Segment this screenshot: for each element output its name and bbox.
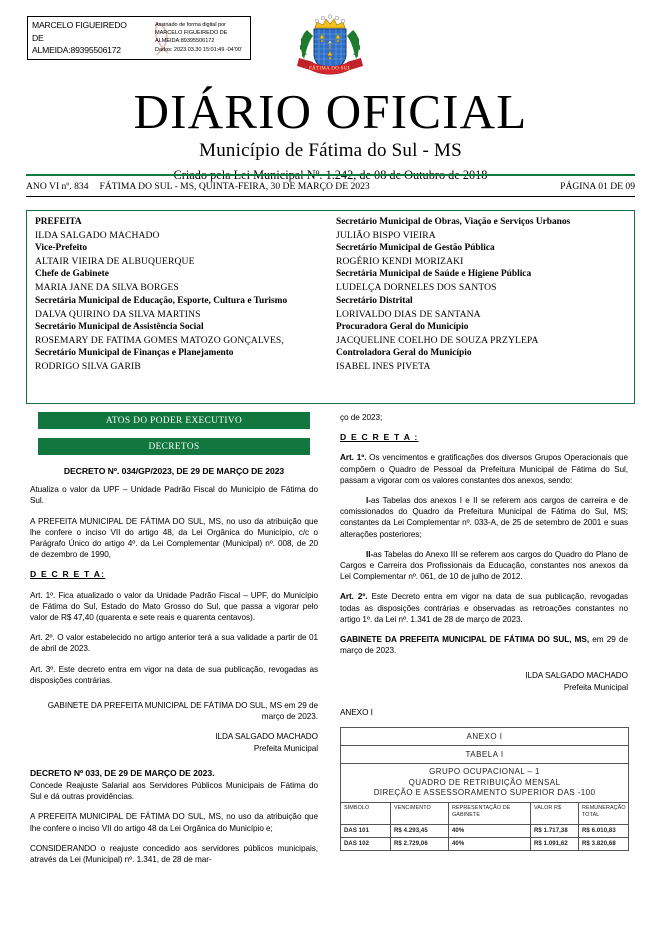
official-role: Secretário Municipal de Obras, Viação e Serviços Urbanos bbox=[336, 217, 571, 227]
annex-group-line-1: GRUPO OCUPACIONAL – 1 bbox=[429, 767, 540, 777]
annex-cell: R$ 6.010,83 bbox=[579, 824, 629, 837]
decree-033-considerando: CONSIDERANDO o reajuste concedido aos servidores públicos municipais, através da Lei (Municipal) nº. 1.341, de 28 de mar- bbox=[30, 843, 318, 865]
annex-group-block bbox=[341, 764, 629, 803]
official-role: PREFEITA bbox=[35, 217, 82, 227]
signature-detail-line-3: ALMEIDA:89395506172 bbox=[155, 38, 215, 45]
official-role: Vice-Prefeito bbox=[35, 243, 88, 254]
decree-033-decreta-label: D E C R E T A : bbox=[340, 432, 419, 443]
article-2-marker: Art. 2º. bbox=[340, 592, 368, 602]
annex-cell: R$ 2.729,06 bbox=[391, 837, 449, 850]
digital-signature-stamp bbox=[27, 16, 251, 60]
decree-033-signer-title: Prefeita Municipal bbox=[563, 682, 628, 692]
gabinete-rest: em 29 de março de 2023. bbox=[340, 635, 628, 656]
decree-033-summary: Concede Reajuste Salarial aos Servidores Públicos Municipais de Fátima do Sul e dá outras providências. bbox=[30, 781, 318, 802]
content-column-left bbox=[30, 412, 318, 874]
decree-034-article-2: Art. 2º. O valor estabelecido no artigo anterior terá a sua validade a partir de 01 de abril de 2023. bbox=[30, 633, 318, 654]
official-role: Chefe de Gabinete bbox=[35, 269, 109, 280]
official-name: ILDA SALGADO MACHADO bbox=[35, 230, 160, 242]
official-name: JULIÃO BISPO VIEIRA bbox=[336, 230, 436, 242]
annex-header-cell: REPRESENTAÇÃO DE GABINETE bbox=[449, 802, 531, 824]
signature-name-line-2: DE bbox=[32, 32, 44, 43]
official-role: Secretário Distrital bbox=[336, 295, 413, 306]
gabinete-bold: GABINETE DA PREFEITA MUNICIPAL DE FÁTIMA DO SUL, MS, bbox=[340, 635, 590, 645]
issue-year: ANO VI nº. 834 bbox=[26, 181, 89, 192]
header-divider-black bbox=[26, 196, 635, 197]
annex-header-cell: VENCIMENTO bbox=[391, 802, 449, 824]
signature-detail-line-2: MARCELO FIGUEIREDO DE bbox=[155, 30, 228, 37]
signature-detail-line-1: Assinado de forma digital por bbox=[155, 22, 226, 28]
annex-group-line-3: DIREÇÃO E ASSESSORAMENTO SUPERIOR DAS -100 bbox=[373, 788, 596, 798]
official-name: ISABEL INES PIVETA bbox=[336, 361, 431, 373]
article-1-marker: Art. 1º. bbox=[340, 453, 367, 463]
annex-header-cell: VALOR R$ bbox=[531, 802, 579, 824]
anexo-label: ANEXO I bbox=[340, 707, 373, 717]
annex-header-row bbox=[341, 802, 629, 824]
official-name: DALVA QUIRINO DA SILVA MARTINS bbox=[35, 308, 201, 320]
annex-cell: R$ 3.820,68 bbox=[579, 837, 629, 850]
annex-cell: DAS 101 bbox=[341, 824, 391, 837]
officials-box bbox=[26, 210, 635, 404]
annex-title-2: TABELA I bbox=[341, 746, 629, 764]
officials-column-left bbox=[27, 211, 326, 403]
masthead-subtitle: Município de Fátima do Sul - MS bbox=[199, 140, 462, 161]
decree-033-continuation: ço de 2023; bbox=[340, 413, 383, 422]
decree-034-signer-name: ILDA SALGADO MACHADO bbox=[215, 732, 318, 742]
masthead bbox=[0, 86, 661, 183]
decree-033-gabinete bbox=[340, 634, 628, 656]
annex-cell: 40% bbox=[449, 824, 531, 837]
annex-table bbox=[340, 727, 629, 851]
header-divider-green bbox=[26, 174, 635, 176]
annex-title-row-1 bbox=[341, 728, 629, 746]
annex-header-cell: REMUNERAÇÃO TOTAL bbox=[579, 802, 629, 824]
official-role: Procuradora Geral do Município bbox=[336, 321, 469, 332]
official-role: Secretária Municipal de Saúde e Higiene Pública bbox=[336, 269, 532, 280]
annex-group-line-2: QUADRO DE RETRIBUIÇÃO MENSAL bbox=[408, 777, 561, 787]
section-banner-decretos: DECRETOS bbox=[38, 438, 310, 455]
official-name: ALTAIR VIEIRA DE ALBUQUERQUE bbox=[35, 256, 195, 268]
content-column-right bbox=[340, 412, 628, 851]
official-role: Secretário Municipal de Assistência Social bbox=[35, 321, 204, 332]
page-title: DIÁRIO OFICIAL bbox=[133, 84, 528, 139]
official-role: Secretário Municipal de Finanças e Planejamento bbox=[35, 347, 234, 358]
item-2-marker: II- bbox=[366, 549, 374, 559]
decree-033-article-1 bbox=[340, 452, 628, 486]
official-name: LUDELÇA DORNELES DOS SANTOS bbox=[336, 282, 497, 294]
annex-group-row bbox=[341, 764, 629, 803]
article-2-text: Este Decreto entra em vigor na data de sua publicação, revogadas todas as disposições contrárias e observadas as retroações constantes no artigo 1º. da Lei nº. 1.341 de 28 de março de 2023. bbox=[340, 592, 628, 624]
signature-detail-block bbox=[152, 17, 250, 59]
signature-name-block bbox=[28, 17, 152, 59]
table-row bbox=[341, 837, 629, 850]
annex-title-row-2 bbox=[341, 746, 629, 764]
annex-title-1: ANEXO I bbox=[341, 728, 629, 746]
decree-034-signer-title: Prefeita Municipal bbox=[253, 743, 318, 753]
decree-034-title: DECRETO Nº. 034/GP/2023, DE 29 DE MARÇO DE 2023 bbox=[63, 466, 285, 476]
svg-text:FÁTIMA DO SUL: FÁTIMA DO SUL bbox=[309, 66, 351, 72]
item-2-text: as Tabelas do Anexo III se referem aos cargos do Quadro do Plano de Cargos e Carreira dos Profissionais da Educação, constantes nos anexos da Lei Complementar nº. 061, de 10 de julho de 2012. bbox=[340, 549, 628, 582]
decree-034-decreta-label: D E C R E T A: bbox=[30, 569, 106, 580]
decree-034-article-3: Art. 3º. Este decreto entra em vigor na data de sua publicação, revogadas as disposições contrárias. bbox=[30, 664, 318, 685]
issue-page-number: PÁGINA 01 DE 09 bbox=[560, 181, 635, 192]
decree-033-title: DECRETO Nº 033, DE 29 DE MARÇO DE 2023. bbox=[30, 767, 215, 778]
decree-034-gabinete: GABINETE DA PREFEITA MUNICIPAL DE FÁTIMA DO SUL, MS em 29 de março de 2023. bbox=[47, 701, 318, 722]
section-banner-atos: ATOS DO PODER EXECUTIVO bbox=[38, 412, 310, 429]
official-name: ROGÉRIO KENDI MORIZAKI bbox=[336, 256, 464, 268]
signature-name-line-1: MARCELO FIGUEIREDO bbox=[32, 20, 127, 30]
annex-cell: 40% bbox=[449, 837, 531, 850]
signature-name-line-3: ALMEIDA:89395506172 bbox=[32, 45, 121, 56]
decree-034-preamble: A PREFEITA MUNICIPAL DE FÁTIMA DO SUL, MS, no uso da atribuição que lhe confere o inciso VII do artigo 48, da Lei Orgânica do Município, c/c o Parágrafo Único do artigo 4º. da Lei Complementar (Municipal) nº. 008, de 20 de dezembro de 1990, bbox=[30, 516, 318, 560]
decree-033-preamble: A PREFEITA MUNICIPAL DE FÁTIMA DO SUL, MS, no uso da atribuição que lhe confere o inciso VII do artigo 48 da Lei Orgânica do Município e; bbox=[30, 812, 318, 833]
decree-034-article-1: Art. 1º. Fica atualizado o valor da Unidade Padrão Fiscal – UPF, do Município de Fátima do Sul, Estado do Mato Grosso do Sul, que passa a vigorar pelo valor de R$ 47,40 (quarenta e sete reais e quarenta centavos). bbox=[30, 590, 318, 623]
official-role: Secretária Municipal de Educação, Esporte, Cultura e Turismo bbox=[35, 295, 288, 306]
official-role: Controladora Geral do Município bbox=[336, 347, 472, 358]
official-role: Secretário Municipal de Gestão Pública bbox=[336, 243, 495, 254]
annex-table-wrapper bbox=[340, 727, 628, 851]
issue-line bbox=[26, 180, 635, 193]
official-name: JACQUELINE COELHO DE SOUZA PRZYLEPA bbox=[336, 334, 539, 346]
officials-column-right bbox=[326, 211, 634, 403]
issue-place-date: FÁTIMA DO SUL - MS, QUINTA-FEIRA, 30 DE MARÇO DE 2023 bbox=[99, 181, 370, 192]
signature-detail-line-4: Dados: 2023.03.30 15:01:49 -04'00' bbox=[155, 46, 242, 53]
annex-cell: R$ 1.717,38 bbox=[531, 824, 579, 837]
coat-of-arms-icon bbox=[293, 12, 367, 84]
official-name: RODRIGO SILVA GARIB bbox=[35, 361, 141, 373]
annex-cell: DAS 102 bbox=[341, 837, 391, 850]
decree-034-summary: Atualiza o valor da UPF – Unidade Padrão Fiscal do Município de Fátima do Sul. bbox=[30, 485, 318, 506]
table-row bbox=[341, 824, 629, 837]
decree-033-item-2 bbox=[340, 549, 628, 583]
decree-033-article-2 bbox=[340, 591, 628, 625]
annex-cell: R$ 4.293,45 bbox=[391, 824, 449, 837]
decree-033-item-1 bbox=[340, 495, 628, 540]
official-name: LORIVALDO DIAS DE SANTANA bbox=[336, 308, 481, 320]
item-1-text: as Tabelas dos anexos I e II se referem aos cargos de carreira e de comissionados do Quadro da Prefeitura Municipal de Fátima do Sul, MS; constantes da Lei Complementar nº. 033-A, de 25 de setembro de 2001 e suas alterações posteriores; bbox=[340, 496, 628, 539]
decree-033-signer-name: ILDA SALGADO MACHADO bbox=[525, 671, 628, 681]
annex-header-cell: SÍMBOLO bbox=[341, 802, 391, 824]
item-1-marker: I- bbox=[366, 496, 371, 506]
official-name: MARIA JANE DA SILVA BORGES bbox=[35, 282, 179, 294]
official-name: ROSEMARY DE FATIMA GOMES MATOZO GONÇALVES, bbox=[35, 334, 284, 346]
article-1-text: Os vencimentos e gratificações dos diversos Grupos Operacionais que compõem o Quadro de Pessoal da Prefeitura Municipal de Fátima do Sul, passam a vigorar com os valores constantes dos anexos, sendo: bbox=[340, 453, 628, 485]
annex-cell: R$ 1.091,62 bbox=[531, 837, 579, 850]
